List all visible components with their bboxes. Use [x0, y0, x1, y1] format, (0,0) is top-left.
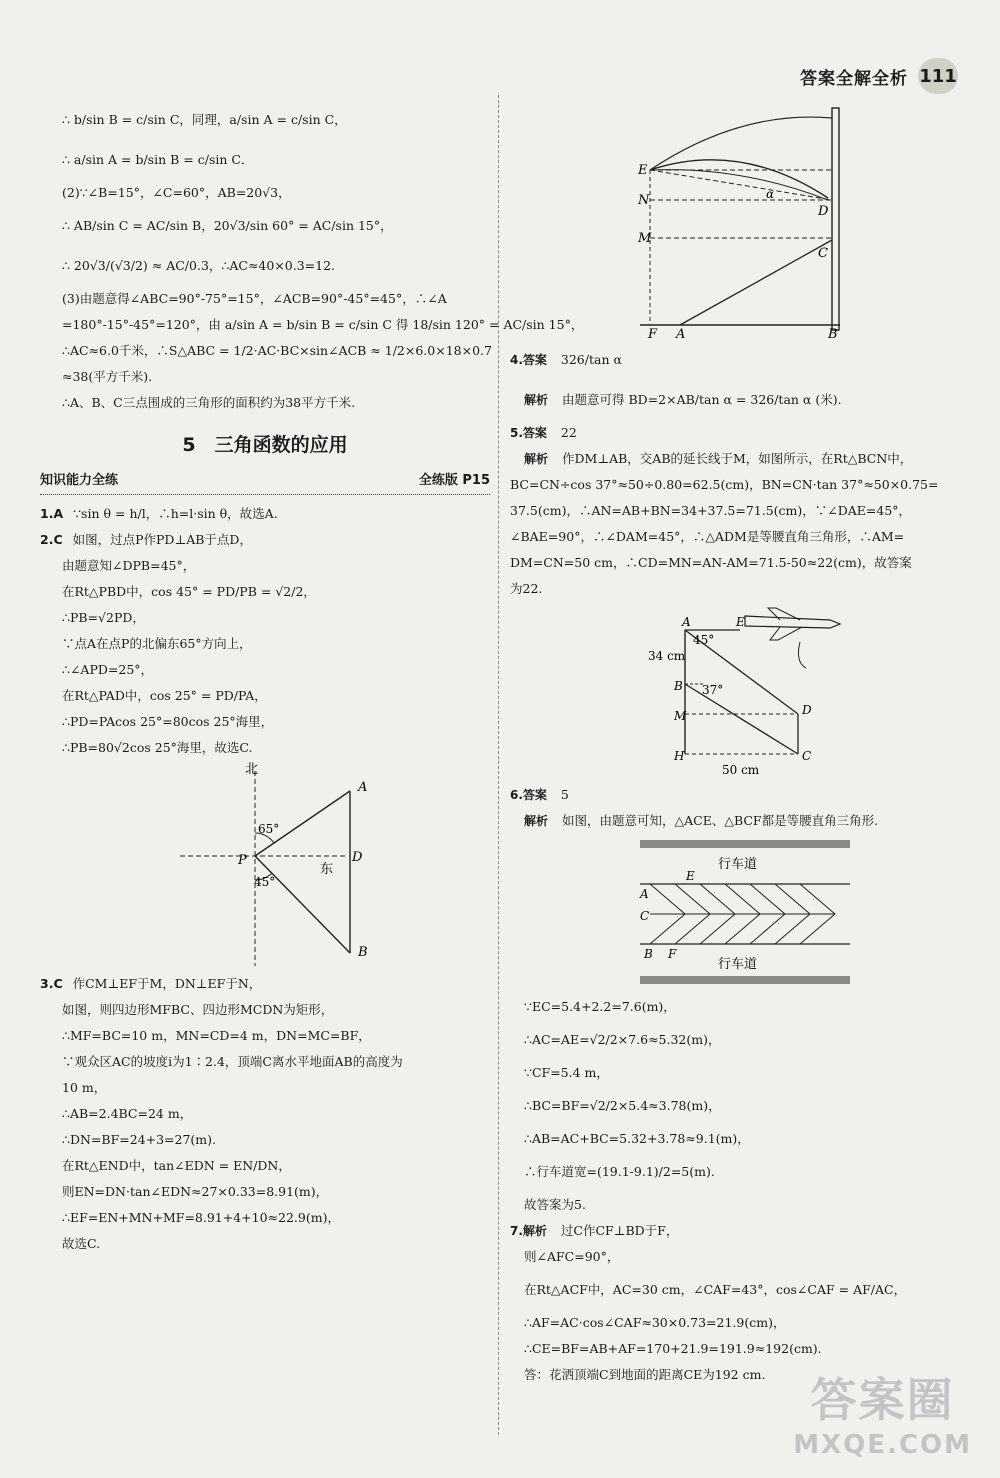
arc-upper [650, 160, 828, 198]
angle-65-label: 65° [258, 822, 280, 836]
analysis-tag: 解析 [524, 814, 549, 828]
answer-value: 22 [560, 425, 577, 440]
question-3 [40, 971, 490, 997]
curb-top [640, 840, 850, 848]
text-line: ∴AC=AE=√2/2×7.6≈5.32(m)， [524, 1032, 721, 1047]
analysis-text: 作DM⊥AB，交AB的延长线于M，如图所示，在Rt△BCN中， [562, 451, 913, 466]
parking-diagram [510, 834, 960, 994]
text-line: 由题意知∠DPB=45°， [62, 558, 196, 573]
text-line: ∴行车道宽=(19.1-9.1)/2=5(m). [524, 1164, 715, 1179]
point-d-label: D [802, 703, 812, 717]
text-line: (3)由题意得∠ABC=90°-75°=15°，∠ACB=90°-45°=45°，∴∠A [62, 291, 447, 306]
length-34-label: 34 cm [648, 649, 686, 663]
question-label: 3.C [40, 976, 63, 991]
answer-tag: 6.答案 [510, 788, 547, 802]
text-line: 如图，则四边形MFBC、四边形MCDN为矩形， [62, 1002, 334, 1017]
compass-diagram [40, 761, 490, 971]
page-header [800, 58, 958, 94]
watermark [793, 1364, 972, 1460]
text-line: ∴PD=PAcos 25°=80cos 25°海里， [62, 714, 274, 729]
banner-left: 知识能力全练 [40, 473, 119, 488]
text-line: 则EN=DN·tan∠EDN≈27×0.33=8.91(m)， [62, 1184, 329, 1199]
question-text: ∵sin θ = h/l，∴h=l·sin θ，故选A. [73, 506, 278, 521]
text-line: ∴ AB/sin C = AC/sin B，20√3/sin 60° = AC/sin 15°， [62, 218, 393, 233]
text-line: ∴∠APD=25°， [62, 662, 154, 677]
text-line: ∴EF=EN+MN+MF=8.91+4+10≈22.9(m)， [62, 1210, 340, 1225]
text-line: 在Rt△PAD中，cos 25° = PD/PA， [62, 688, 267, 703]
point-e-label: E [638, 163, 648, 178]
point-d-label: D [818, 204, 829, 219]
text-line: DM=CN=50 cm，∴CD=MN=AN-AM=71.5-50≈22(cm)，故答案 [510, 555, 912, 570]
page-number: 111 [918, 58, 958, 94]
length-50-label: 50 cm [722, 763, 760, 777]
answer-tag: 4.答案 [510, 353, 547, 367]
curb-bottom [640, 976, 850, 984]
question-label: 2.C [40, 532, 63, 547]
angle-45-label: 45° [254, 875, 276, 889]
text-line: ∴DN=BF=24+3=27(m). [62, 1132, 217, 1147]
analysis-text: 由题意可得 BD=2×AB/tan α = 326/tan α (米). [562, 392, 842, 407]
line-pb [255, 856, 350, 953]
analysis-tag: 7.解析 [510, 1224, 547, 1238]
text-line: ∠BAE=90°，∴∠DAM=45°，∴△ADM是等腰直角三角形，∴AM= [510, 529, 905, 544]
answer-value: 326/tan α [560, 352, 622, 367]
text-line: 在Rt△ACF中，AC=30 cm，∠CAF=43°，cos∠CAF = AF/AC， [524, 1282, 907, 1297]
question-7 [510, 1218, 960, 1244]
text-line: ∴AB=AC+BC=5.32+3.78≈9.1(m)， [524, 1131, 750, 1146]
point-c-label: C [640, 909, 650, 923]
analysis-tag: 解析 [524, 452, 549, 466]
point-a-label: A [358, 780, 368, 795]
text-line: =180°-15°-45°=120°，由 a/sin A = b/sin B = c/sin C 得 18/sin 120° = AC/sin 15°， [62, 317, 584, 332]
text-line: 则∠AFC=90°， [524, 1249, 620, 1264]
point-b-label: B [674, 679, 683, 693]
road-label-bottom: 行车道 [718, 957, 758, 972]
plane-slope-diagram [510, 602, 960, 782]
text-line: BC=CN÷cos 37°≈50÷0.80=62.5(cm)，BN=CN·tan 37°≈50×0.75= [510, 477, 939, 492]
text-line: ∵EC=5.4+2.2=7.6(m)， [524, 999, 676, 1014]
text-line: ∴AC≈6.0千米，∴S△ABC = 1/2·AC·BC×sin∠ACB ≈ 1/2×6.0×18×0.7 [62, 343, 492, 358]
point-b-label: B [828, 327, 838, 342]
text-line: ∴PB=√2PD， [62, 610, 145, 625]
point-a-label: A [682, 615, 691, 629]
analysis-text: 如图，由题意可知，△ACE、△BCF都是等腰直角三角形. [562, 813, 879, 828]
point-b-label: B [644, 947, 653, 961]
north-label: 北 [245, 762, 259, 777]
point-e-label: E [736, 615, 745, 629]
text-line: 故选C. [62, 1236, 101, 1251]
text-line: ∴ a/sin A = b/sin B = c/sin C． [62, 152, 254, 167]
text-line: ∵CF=5.4 m， [524, 1065, 609, 1080]
point-b-label: B [358, 945, 368, 960]
text-line: 37.5(cm)，∴AN=AB+BN=34+37.5=71.5(cm)，∵∠DAE=45°， [510, 503, 912, 518]
building-diagram [510, 100, 960, 340]
text-line: ∴ b/sin B = c/sin C，同理，a/sin A = c/sin C， [62, 112, 347, 127]
question-text: 如图，过点P作PD⊥AB于点D， [72, 532, 252, 547]
text-line: ≈38(平方千米). [62, 369, 153, 384]
text-line: 在Rt△PBD中，cos 45° = PD/PB = √2/2， [62, 584, 316, 599]
text-line: ∴A、B、C三点围成的三角形的面积约为38平方千米. [62, 395, 356, 410]
text-line: ∴CE=BF=AB+AF=170+21.9=191.9≈192(cm). [524, 1341, 822, 1356]
building-wall [832, 108, 839, 330]
section-title: 5 三角函数的应用 [182, 434, 348, 456]
banner-right: 全练版 P15 [418, 473, 490, 488]
point-m-label: M [674, 709, 687, 723]
text-line: (2)∵∠B=15°，∠C=60°，AB=20√3， [62, 185, 291, 200]
analysis-5 [510, 446, 960, 472]
point-n-label: N [638, 193, 650, 208]
answer-value: 5 [560, 787, 569, 802]
text-line: ∴BC=BF=√2/2×5.4≈3.78(m)， [524, 1098, 721, 1113]
text-line: 10 m， [62, 1080, 107, 1095]
watermark-url: MXQE.COM [793, 1430, 972, 1460]
angle-45-label: 45° [693, 633, 715, 647]
point-m-label: M [638, 231, 652, 246]
point-p-label: P [238, 853, 247, 868]
point-d-label: D [352, 850, 363, 865]
text-line: ∴AF=AC·cos∠CAF≈30×0.73=21.9(cm)， [524, 1315, 786, 1330]
point-f-label: F [668, 947, 677, 961]
point-f-label: F [648, 327, 658, 342]
analysis-tag: 解析 [524, 393, 549, 407]
text-line: 故答案为5. [524, 1197, 586, 1212]
watermark-logo: 答案圈 [810, 1373, 955, 1427]
angle-alpha-label: α [766, 187, 775, 201]
slope-line [680, 240, 832, 325]
analysis-6 [510, 808, 960, 834]
text-line: 在Rt△END中，tan∠EDN = EN/DN， [62, 1158, 291, 1173]
column-divider [498, 95, 499, 1435]
text-line: ∴ 20√3/(√3/2) ≈ AC/0.3，∴AC≈40×0.3=12. [62, 258, 336, 273]
text-line: ∵观众区AC的坡度i为1∶2.4，顶端C离水平地面AB的高度为 [62, 1054, 403, 1069]
text-line: ∵点A在点P的北偏东65°方向上， [62, 636, 252, 651]
answer-tag: 5.答案 [510, 426, 547, 440]
text-line: ∴AB=2.4BC=24 m， [62, 1106, 193, 1121]
sight-line [650, 170, 832, 200]
question-4 [510, 340, 960, 380]
text-line: 为22. [510, 581, 543, 596]
point-c-label: C [818, 246, 828, 261]
question-2 [40, 527, 490, 553]
text-line: ∴MF=BC=10 m，MN=CD=4 m，DN=MC=BF， [62, 1028, 371, 1043]
analysis-text: 过C作CF⊥BD于F， [560, 1223, 679, 1238]
airplane-icon [745, 608, 840, 668]
point-a-label: A [676, 327, 686, 342]
text-line: ∴PB=80√2cos 25°海里，故选C. [62, 740, 253, 755]
parking-spaces [650, 884, 835, 944]
analysis-4 [510, 380, 960, 420]
point-c-label: C [802, 749, 812, 763]
point-h-label: H [674, 749, 685, 763]
text-line: 答：花洒顶端C到地面的距离CE为192 cm. [524, 1367, 766, 1382]
east-label: 东 [320, 862, 334, 877]
angle-37-label: 37° [702, 683, 724, 697]
question-1 [40, 501, 490, 527]
header-title: 答案全解全析 [800, 68, 908, 89]
road-label-top: 行车道 [718, 857, 758, 872]
question-6 [510, 782, 960, 808]
question-5 [510, 420, 960, 446]
point-a-label: A [640, 887, 649, 901]
point-e-label: E [686, 869, 695, 883]
section-banner [40, 468, 490, 495]
right-column [510, 100, 960, 1388]
question-label: 1.A [40, 506, 64, 521]
question-text: 作CM⊥EF于M，DN⊥EF于N， [72, 976, 262, 991]
